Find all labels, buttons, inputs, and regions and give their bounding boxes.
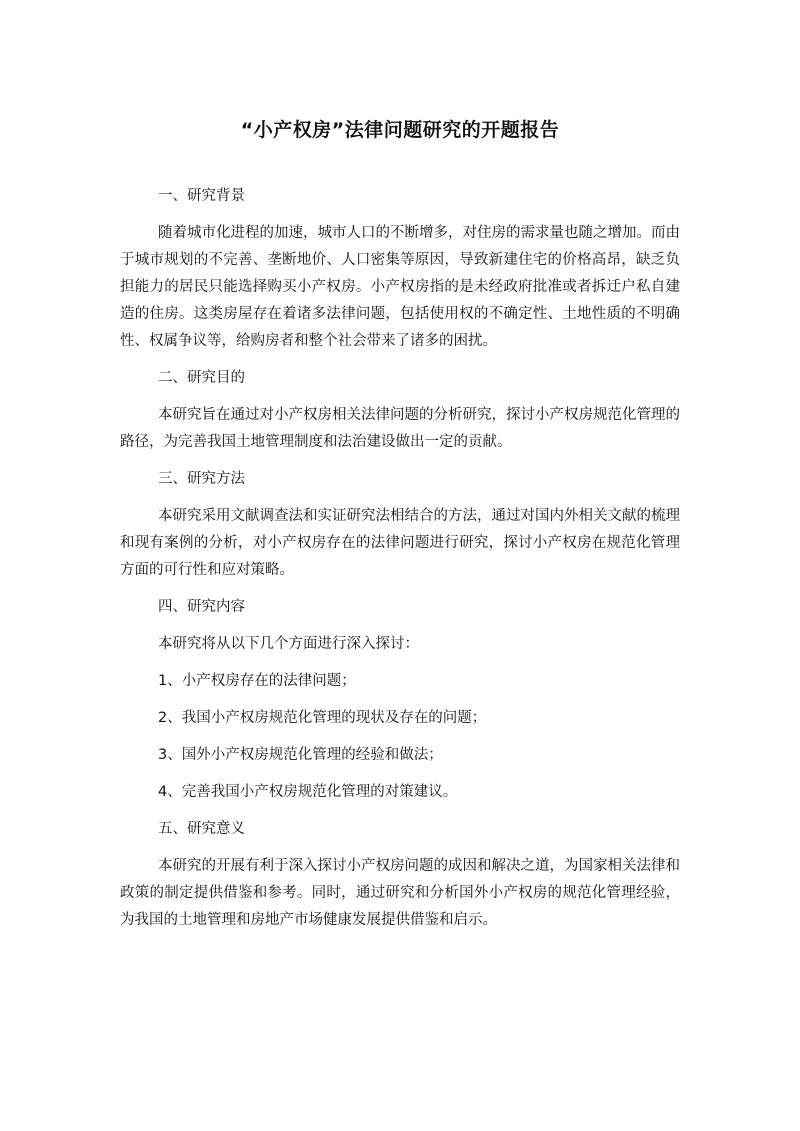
list-item: 2、我国小产权房规范化管理的现状及存在的问题； bbox=[158, 710, 487, 726]
section-paragraph-background: 随着城市化进程的加速，城市人口的不断增多，对住房的需求量也随之增加。而由于城市规划的不完善、垄断地价、人口密集等原因，导致新建住宅的价格高昂，缺乏负担能力的居民只能选择购买小产权房。小产权房指的是未经政府批准或者拆迁户私自建造的住房。这类房屋存在着诸多法律问题，包括使用权的不确定性、土地性质的不明确性、权属争议等，给购房者和整个社会带来了诸多的困扰。 bbox=[120, 225, 680, 349]
document-body bbox=[120, 183, 680, 944]
list-item: 3、国外小产权房规范化管理的经验和做法； bbox=[158, 747, 443, 763]
document-title: “小产权房”法律问题研究的开题报告 bbox=[240, 119, 560, 141]
section-paragraph-method: 本研究采用文献调查法和实证研究法相结合的方法，通过对国内外相关文献的梳理和现有案例的分析，对小产权房存在的法律问题进行研究，探讨小产权房在规范化管理方面的可行性和应对策略。 bbox=[120, 508, 680, 578]
section-heading-background: 一、研究背景 bbox=[158, 188, 245, 204]
section-heading-significance: 五、研究意义 bbox=[158, 821, 245, 837]
section-intro-content: 本研究将从以下几个方面进行深入探讨： bbox=[158, 636, 419, 652]
list-item: 1、小产权房存在的法律问题； bbox=[158, 673, 356, 689]
section-heading-method: 三、研究方法 bbox=[158, 471, 245, 487]
section-paragraph-purpose: 本研究旨在通过对小产权房相关法律问题的分析研究，探讨小产权房规范化管理的路径，为完善我国土地管理制度和法治建设做出一定的贡献。 bbox=[120, 407, 680, 450]
section-paragraph-significance: 本研究的开展有利于深入探讨小产权房问题的成因和解决之道，为国家相关法律和政策的制定提供借鉴和参考。同时，通过研究和分析国外小产权房的规范化管理经验，为我国的土地管理和房地产市场健康发展提供借鉴和启示。 bbox=[120, 858, 680, 928]
section-heading-content: 四、研究内容 bbox=[158, 599, 245, 615]
list-item: 4、完善我国小产权房规范化管理的对策建议。 bbox=[158, 784, 458, 800]
section-heading-purpose: 二、研究目的 bbox=[158, 370, 245, 386]
